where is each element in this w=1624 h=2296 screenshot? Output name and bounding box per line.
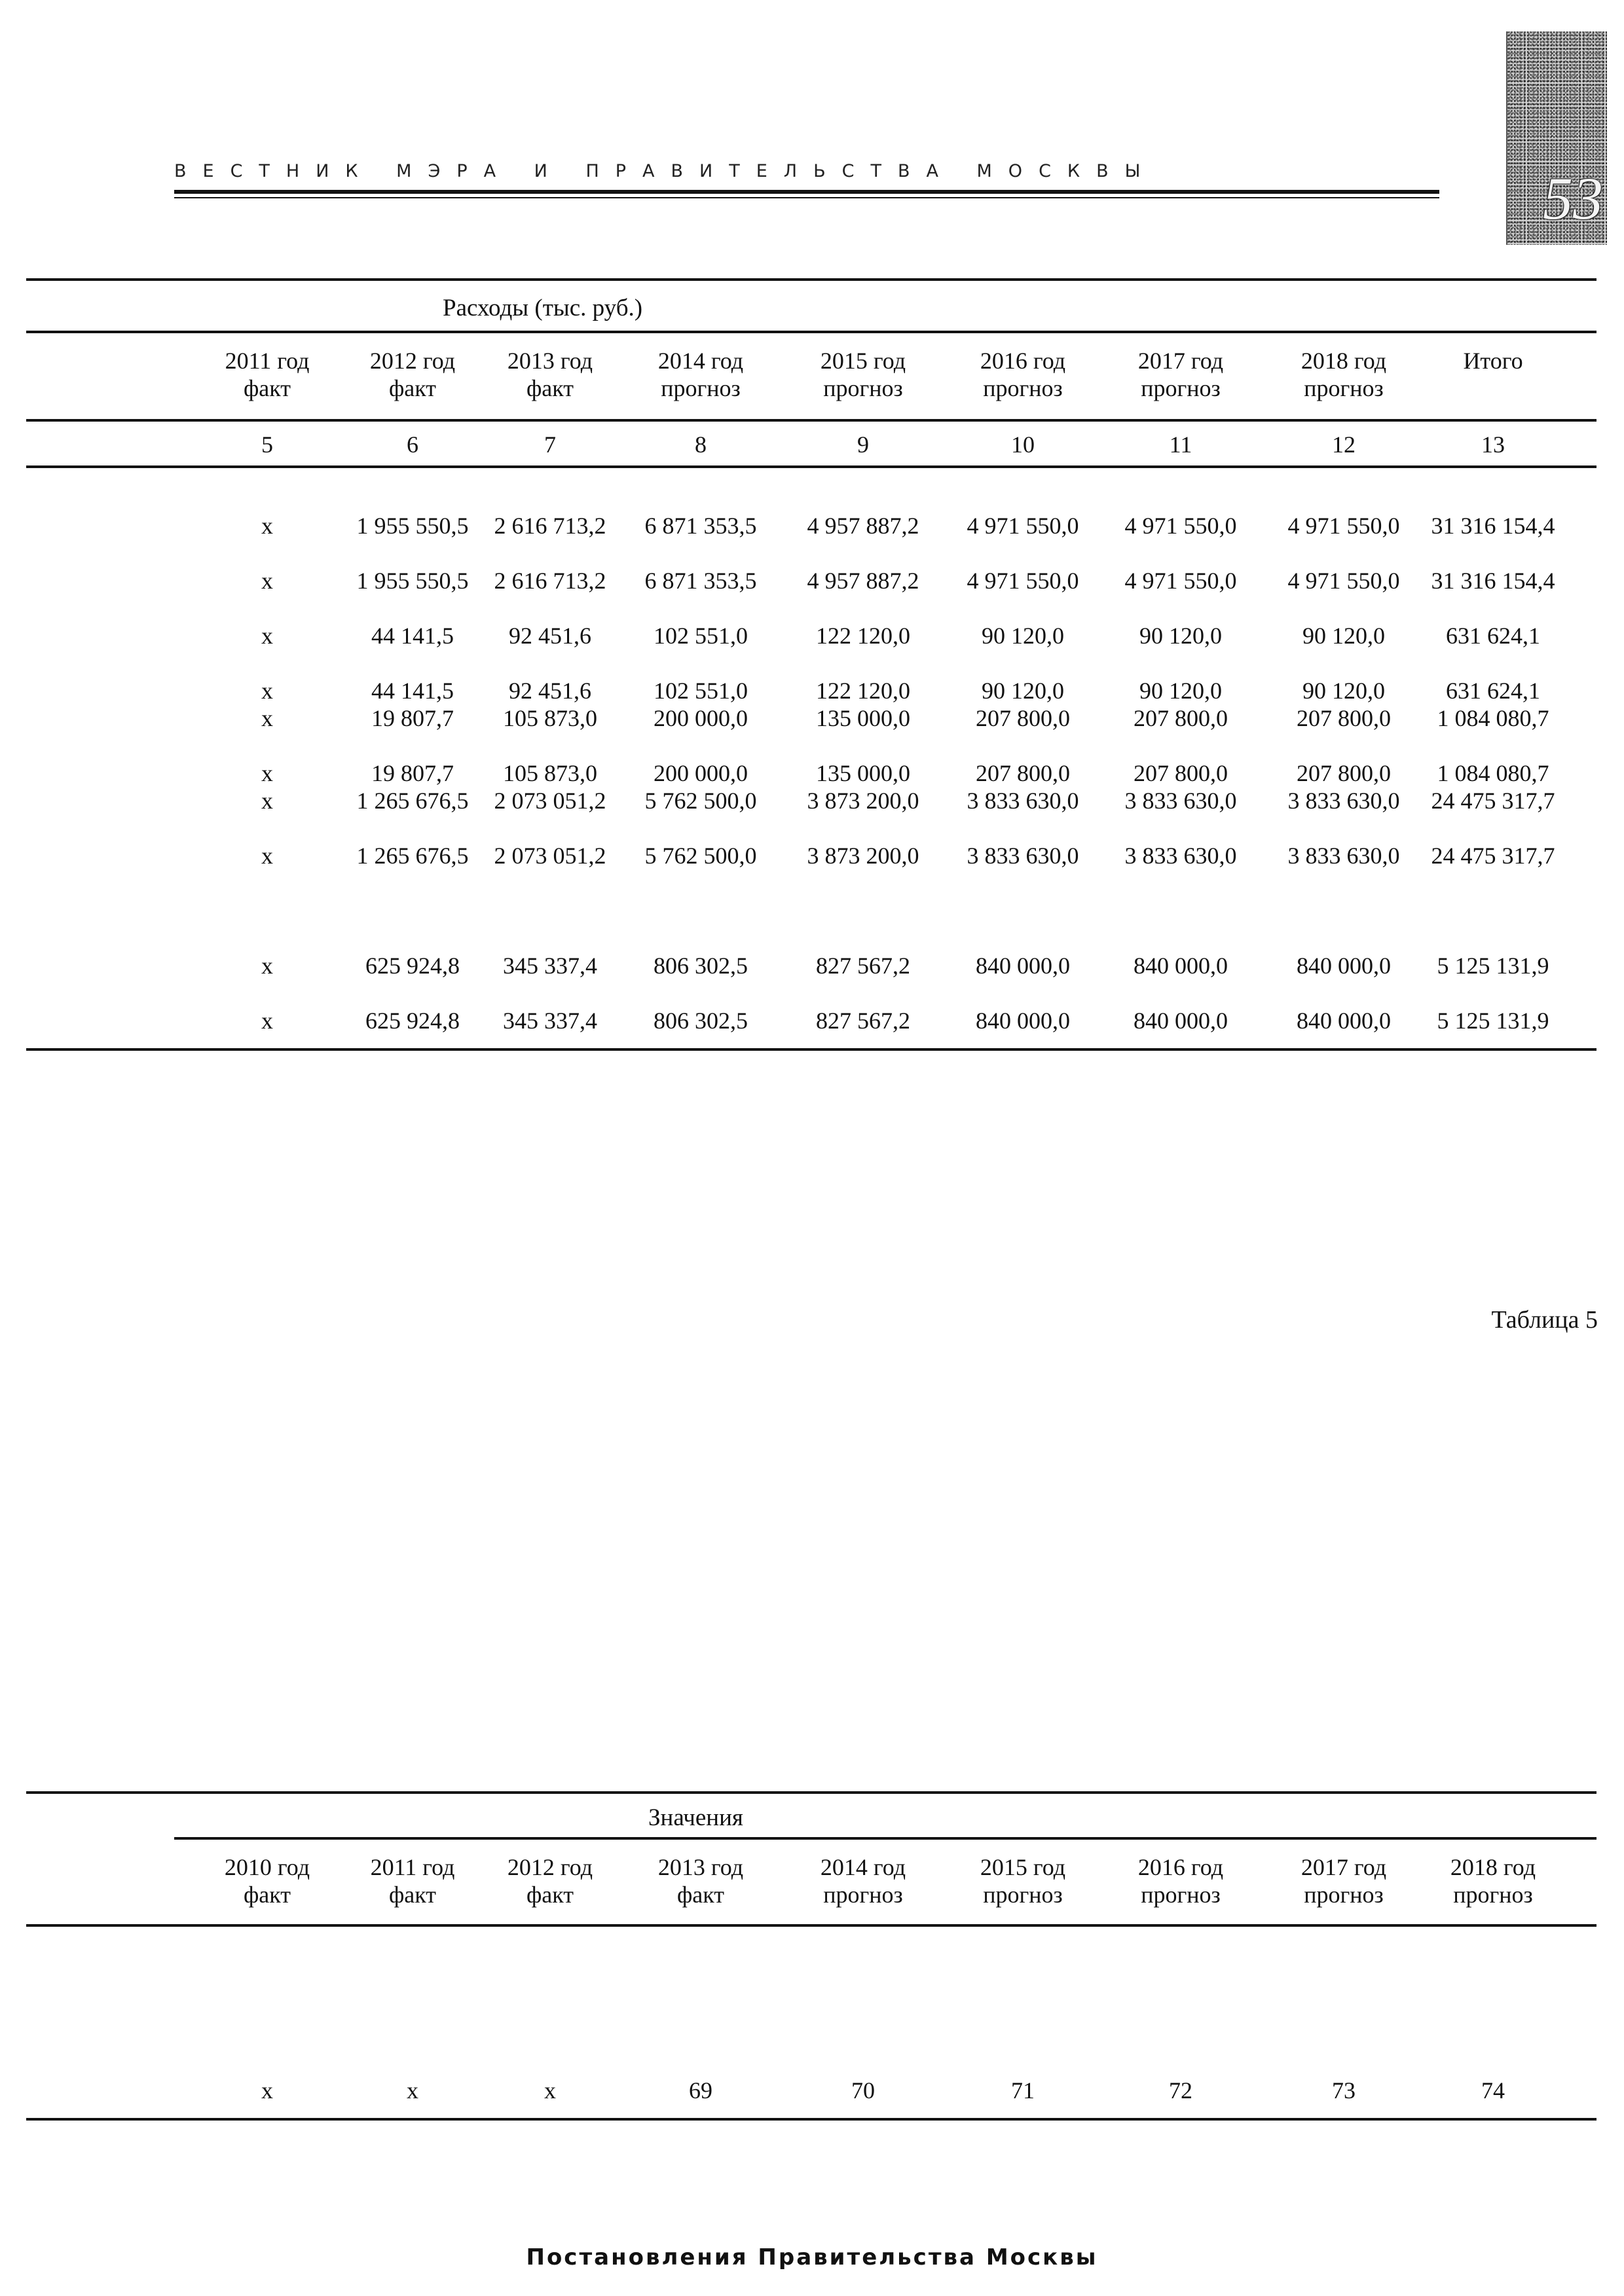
- table-cell: 1 955 550,5: [356, 513, 469, 539]
- table-cell: 200 000,0: [654, 705, 748, 731]
- table-cell: 105 873,0: [503, 760, 597, 786]
- column-header-kind: факт: [526, 1882, 574, 1908]
- table-cell: х: [261, 678, 273, 704]
- column-header-year: 2015 год: [820, 348, 906, 374]
- table-cell: 207 800,0: [976, 705, 1070, 731]
- table-cell: 31 316 154,4: [1431, 513, 1555, 539]
- table-cell: 3 873 200,0: [807, 788, 919, 814]
- table-cell: 71: [1011, 2077, 1035, 2104]
- table-cell: 4 971 550,0: [967, 568, 1079, 594]
- column-header-kind: факт: [243, 375, 291, 401]
- column-header-kind: факт: [388, 375, 437, 401]
- table-cell: 92 451,6: [509, 623, 591, 649]
- table-cell: 135 000,0: [816, 760, 910, 786]
- table-cell: 1 955 550,5: [356, 568, 469, 594]
- table-cell: 72: [1169, 2077, 1192, 2104]
- column-header-kind: прогноз: [823, 375, 903, 401]
- column-header-kind: прогноз: [661, 375, 741, 401]
- column-number: 9: [857, 431, 869, 458]
- table-cell: х: [261, 788, 273, 814]
- column-header-year: Итого: [1463, 348, 1523, 374]
- table-cell: 122 120,0: [816, 678, 910, 704]
- column-header-year: 2012 год: [369, 348, 456, 374]
- column-header-kind: факт: [676, 1882, 725, 1908]
- column-number: 8: [695, 431, 707, 458]
- column-header-year: 2012 год: [507, 1854, 593, 1880]
- section-footer: Постановления Правительства Москвы: [526, 2244, 1098, 2270]
- table-cell: 5 762 500,0: [644, 843, 757, 869]
- running-title: ВЕСТНИК МЭРА И ПРАВИТЕЛЬСТВА МОСКВЫ: [174, 161, 1157, 181]
- table-cell: х: [261, 760, 273, 786]
- table-cell: 70: [851, 2077, 875, 2104]
- table-cell: 840 000,0: [1297, 953, 1391, 979]
- header-rule: [174, 190, 1439, 194]
- expenses-group-title: Расходы (тыс. руб.): [443, 295, 643, 321]
- table-cell: х: [261, 513, 273, 539]
- table-cell: 3 833 630,0: [1124, 788, 1237, 814]
- table-cell: 2 073 051,2: [494, 843, 606, 869]
- table-cell: 44 141,5: [371, 678, 454, 704]
- table-cell: 5 125 131,9: [1437, 953, 1549, 979]
- table-cell: 840 000,0: [976, 953, 1070, 979]
- table-cell: 806 302,5: [654, 953, 748, 979]
- table-cell: х: [261, 623, 273, 649]
- column-number: 7: [544, 431, 556, 458]
- table-cell: х: [261, 843, 273, 869]
- table5-header-rule: [26, 1924, 1596, 1927]
- table-cell: 631 624,1: [1446, 678, 1540, 704]
- table-cell: 73: [1332, 2077, 1356, 2104]
- column-header-kind: прогноз: [1453, 1882, 1533, 1908]
- table-bottom-rule: [26, 1048, 1596, 1051]
- table-cell: 135 000,0: [816, 705, 910, 731]
- table5-bottom-rule: [26, 2118, 1596, 2121]
- column-header-kind: прогноз: [983, 375, 1063, 401]
- table-cell: 207 800,0: [976, 760, 1070, 786]
- table-cell: 5 125 131,9: [1437, 1008, 1549, 1034]
- table-cell: х: [261, 953, 273, 979]
- column-header-year: 2014 год: [820, 1854, 906, 1880]
- table-cell: 92 451,6: [509, 678, 591, 704]
- table-cell: 1 084 080,7: [1437, 760, 1549, 786]
- column-header-year: 2011 год: [370, 1854, 455, 1880]
- column-number-rule: [26, 465, 1596, 468]
- table-cell: 74: [1481, 2077, 1505, 2104]
- table-cell: 19 807,7: [371, 760, 454, 786]
- column-header-year: 2010 год: [224, 1854, 310, 1880]
- table-cell: 4 957 887,2: [807, 568, 919, 594]
- column-header-year: 2014 год: [657, 348, 744, 374]
- column-header-kind: прогноз: [823, 1882, 903, 1908]
- table-cell: 6 871 353,5: [644, 568, 757, 594]
- table-cell: х: [261, 705, 273, 731]
- group-title-rule: [26, 331, 1596, 333]
- table-cell: 5 762 500,0: [644, 788, 757, 814]
- header-rule-thin: [174, 197, 1439, 198]
- table-cell: 3 833 630,0: [1124, 843, 1237, 869]
- column-header-kind: факт: [388, 1882, 437, 1908]
- column-header-year: 2011 год: [225, 348, 310, 374]
- table-cell: 2 616 713,2: [494, 568, 606, 594]
- column-header-year: 2016 год: [980, 348, 1066, 374]
- table-cell: 69: [689, 2077, 712, 2104]
- column-header-year: 2013 год: [507, 348, 593, 374]
- table-cell: х: [261, 568, 273, 594]
- table-cell: 102 551,0: [654, 623, 748, 649]
- column-header-kind: прогноз: [1141, 1882, 1221, 1908]
- table5-top-rule: [26, 1791, 1596, 1794]
- table-cell: 207 800,0: [1134, 760, 1228, 786]
- table-cell: 827 567,2: [816, 953, 910, 979]
- table-cell: 840 000,0: [1134, 953, 1228, 979]
- table-cell: 2 616 713,2: [494, 513, 606, 539]
- table-label: Таблица 5: [1491, 1306, 1598, 1334]
- column-header-rule: [26, 419, 1596, 422]
- table-cell: 207 800,0: [1297, 760, 1391, 786]
- table-cell: 1 084 080,7: [1437, 705, 1549, 731]
- table-cell: 200 000,0: [654, 760, 748, 786]
- table-cell: 24 475 317,7: [1431, 788, 1555, 814]
- column-header-year: 2017 год: [1137, 348, 1224, 374]
- table-cell: 2 073 051,2: [494, 788, 606, 814]
- column-header-kind: прогноз: [1141, 375, 1221, 401]
- table-cell: 105 873,0: [503, 705, 597, 731]
- column-header-year: 2018 год: [1450, 1854, 1536, 1880]
- table-cell: 625 924,8: [365, 1008, 460, 1034]
- table-cell: 207 800,0: [1297, 705, 1391, 731]
- column-number: 13: [1481, 431, 1505, 458]
- column-header-kind: прогноз: [1304, 375, 1384, 401]
- table-cell: 90 120,0: [1302, 678, 1385, 704]
- page-number-tab: [1506, 31, 1607, 245]
- table-cell: 31 316 154,4: [1431, 568, 1555, 594]
- table-cell: 6 871 353,5: [644, 513, 757, 539]
- column-number: 6: [407, 431, 418, 458]
- column-header-year: 2018 год: [1301, 348, 1387, 374]
- table-cell: х: [544, 2077, 556, 2104]
- table-cell: 840 000,0: [1134, 1008, 1228, 1034]
- table-cell: 3 833 630,0: [967, 843, 1079, 869]
- table-cell: х: [407, 2077, 418, 2104]
- column-number: 5: [261, 431, 273, 458]
- table5-group-rule: [174, 1837, 1596, 1840]
- column-header-kind: прогноз: [983, 1882, 1063, 1908]
- table-top-rule: [26, 278, 1596, 281]
- table-cell: 345 337,4: [503, 1008, 597, 1034]
- column-header-year: 2016 год: [1137, 1854, 1224, 1880]
- values-group-title: Значения: [648, 1804, 743, 1831]
- table-cell: 122 120,0: [816, 623, 910, 649]
- column-number: 10: [1011, 431, 1035, 458]
- table-cell: 4 971 550,0: [1287, 568, 1400, 594]
- table-cell: 3 833 630,0: [967, 788, 1079, 814]
- table-cell: 90 120,0: [1139, 623, 1222, 649]
- table-cell: 840 000,0: [976, 1008, 1070, 1034]
- table-cell: 24 475 317,7: [1431, 843, 1555, 869]
- table-cell: 3 833 630,0: [1287, 843, 1400, 869]
- table-cell: 4 957 887,2: [807, 513, 919, 539]
- table-cell: 19 807,7: [371, 705, 454, 731]
- column-header-kind: прогноз: [1304, 1882, 1384, 1908]
- table-cell: 4 971 550,0: [967, 513, 1079, 539]
- table-cell: х: [261, 1008, 273, 1034]
- column-number: 12: [1332, 431, 1356, 458]
- table-cell: 102 551,0: [654, 678, 748, 704]
- table-cell: 90 120,0: [1139, 678, 1222, 704]
- column-header-year: 2013 год: [657, 1854, 744, 1880]
- table-cell: 4 971 550,0: [1287, 513, 1400, 539]
- column-header-year: 2017 год: [1301, 1854, 1387, 1880]
- table-cell: х: [261, 2077, 273, 2104]
- table-cell: 44 141,5: [371, 623, 454, 649]
- table-cell: 4 971 550,0: [1124, 568, 1237, 594]
- table-cell: 90 120,0: [1302, 623, 1385, 649]
- column-header-kind: факт: [526, 375, 574, 401]
- table-cell: 207 800,0: [1134, 705, 1228, 731]
- page-number: 53: [1543, 165, 1603, 232]
- table-cell: 345 337,4: [503, 953, 597, 979]
- table-cell: 3 833 630,0: [1287, 788, 1400, 814]
- column-header-kind: факт: [243, 1882, 291, 1908]
- table-cell: 806 302,5: [654, 1008, 748, 1034]
- table-cell: 3 873 200,0: [807, 843, 919, 869]
- table-cell: 1 265 676,5: [356, 788, 469, 814]
- table-cell: 90 120,0: [982, 678, 1064, 704]
- table-cell: 631 624,1: [1446, 623, 1540, 649]
- table-cell: 90 120,0: [982, 623, 1064, 649]
- table-cell: 827 567,2: [816, 1008, 910, 1034]
- table-cell: 4 971 550,0: [1124, 513, 1237, 539]
- table-cell: 840 000,0: [1297, 1008, 1391, 1034]
- table-cell: 1 265 676,5: [356, 843, 469, 869]
- column-number: 11: [1169, 431, 1192, 458]
- table-cell: 625 924,8: [365, 953, 460, 979]
- column-header-year: 2015 год: [980, 1854, 1066, 1880]
